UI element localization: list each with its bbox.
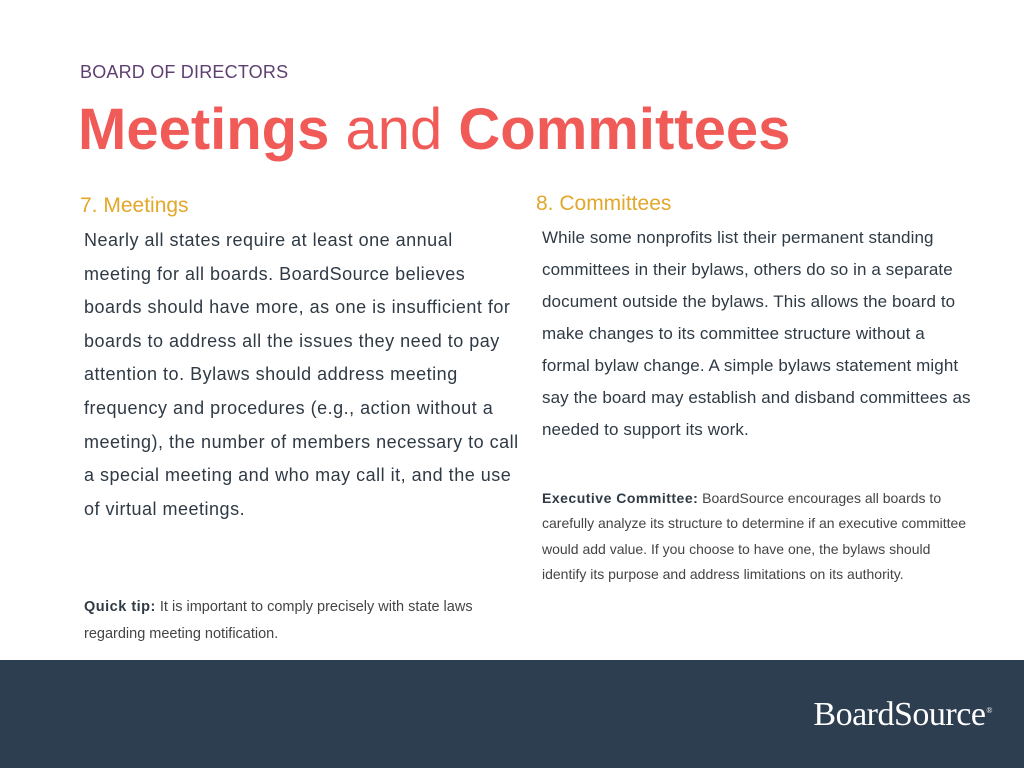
title-and: and — [329, 97, 459, 162]
page-title — [78, 96, 790, 164]
logo-text: BoardSource — [813, 696, 986, 733]
committees-body: While some nonprofits list their permanent standing committees in their bylaws, others do so in a separate document outside the bylaws. This allows the board to make changes to its committee structure without a formal bylaw change. A simple bylaws statement might say the board may establish and disband committees as needed to support its work. — [542, 228, 971, 439]
quick-tip — [84, 594, 520, 648]
committees-heading: 8. Committees — [536, 192, 672, 215]
executive-committee-text: BoardSource encourages all boards to carefully analyze its structure to determine if an executive committee would add value. If you choose to have one, the bylaws should identify its purpose and address limitations on its authority. — [542, 490, 967, 582]
meetings-body: Nearly all states require at least one annual meeting for all boards. BoardSource believes boards should have more, as one is insufficient for boards to address all the issues they need to pay attention to. Bylaws should address meeting frequency and procedures (e.g., action without a meeting), the number of members necessary to call a special meeting and who may call it, and the use of virtual meetings. — [84, 230, 519, 519]
executive-committee-label: Executive Committee: — [542, 490, 699, 506]
footer-bar — [0, 660, 1024, 768]
section-kicker: BOARD OF DIRECTORS — [80, 62, 289, 82]
title-meetings: Meetings — [78, 97, 330, 162]
registered-mark: ® — [986, 706, 992, 715]
quick-tip-text: It is important to comply precisely with state laws regarding meeting notification. — [84, 599, 473, 642]
committees-column — [536, 192, 976, 587]
meetings-heading: 7. Meetings — [80, 194, 189, 217]
executive-committee-note — [542, 486, 976, 587]
boardsource-logo — [813, 696, 992, 734]
meetings-column — [80, 194, 520, 642]
quick-tip-label: Quick tip: — [84, 599, 156, 615]
title-committees: Committees — [458, 97, 791, 162]
